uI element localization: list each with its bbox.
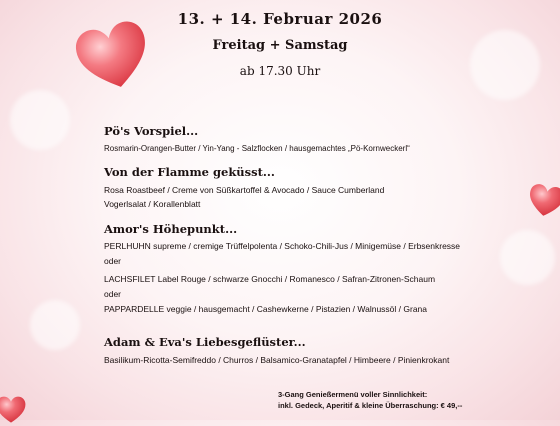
course-starter	[104, 124, 504, 156]
heart-icon	[0, 392, 28, 426]
course-line: Vogerlsalat / Korallenblatt	[104, 199, 201, 209]
course-main	[104, 222, 504, 316]
course-title: Amor's Höhepunkt...	[104, 222, 238, 236]
course-title: Pö's Vorspiel...	[104, 124, 199, 138]
event-time: ab 17.30 Uhr	[239, 64, 321, 78]
course-title: Adam & Eva's Liebesgeflüster...	[104, 335, 306, 349]
bokeh-light	[10, 90, 70, 150]
course-appetizer	[104, 165, 504, 211]
bokeh-light	[500, 230, 555, 285]
course-line: PERLHUHN supreme / cremige Trüffelpolenta / Schoko-Chili-Jus / Minigemüse / Erbsenkresse	[104, 241, 461, 251]
course-line: Basilikum-Ricotta-Semifreddo / Churros / Balsamico-Granatapfel / Himbeere / Pinienkrokant	[104, 355, 450, 365]
event-days: Freitag + Samstag	[212, 38, 348, 53]
bokeh-light	[30, 300, 80, 350]
course-line: Rosmarin-Orangen-Butter / Yin-Yang - Salzflocken / hausgemachtes „Pö-Kornweckerl“	[104, 144, 410, 153]
event-date: 13. + 14. Februar 2026	[177, 10, 383, 28]
heart-icon	[526, 180, 560, 220]
price-line-2: inkl. Gedeck, Aperitif & kleine Überraschung: € 49,--	[278, 401, 463, 410]
course-line: Rosa Roastbeef / Creme von Süßkartoffel & Avocado / Sauce Cumberland	[104, 185, 385, 195]
course-dessert	[104, 335, 504, 367]
course-line: LACHSFILET Label Rouge / schwarze Gnocchi / Romanesco / Safran-Zitronen-Schaum	[104, 274, 436, 284]
course-line: PAPPARDELLE veggie / hausgemacht / Cashewkerne / Pistazien / Walnussöl / Grana	[104, 304, 427, 314]
menu-price-info	[278, 389, 462, 411]
price-line-1: 3-Gang Genießermenü voller Sinnlichkeit:	[278, 390, 428, 399]
course-or: oder	[104, 256, 122, 266]
course-title: Von der Flamme geküsst...	[104, 165, 275, 179]
course-or: oder	[104, 289, 122, 299]
